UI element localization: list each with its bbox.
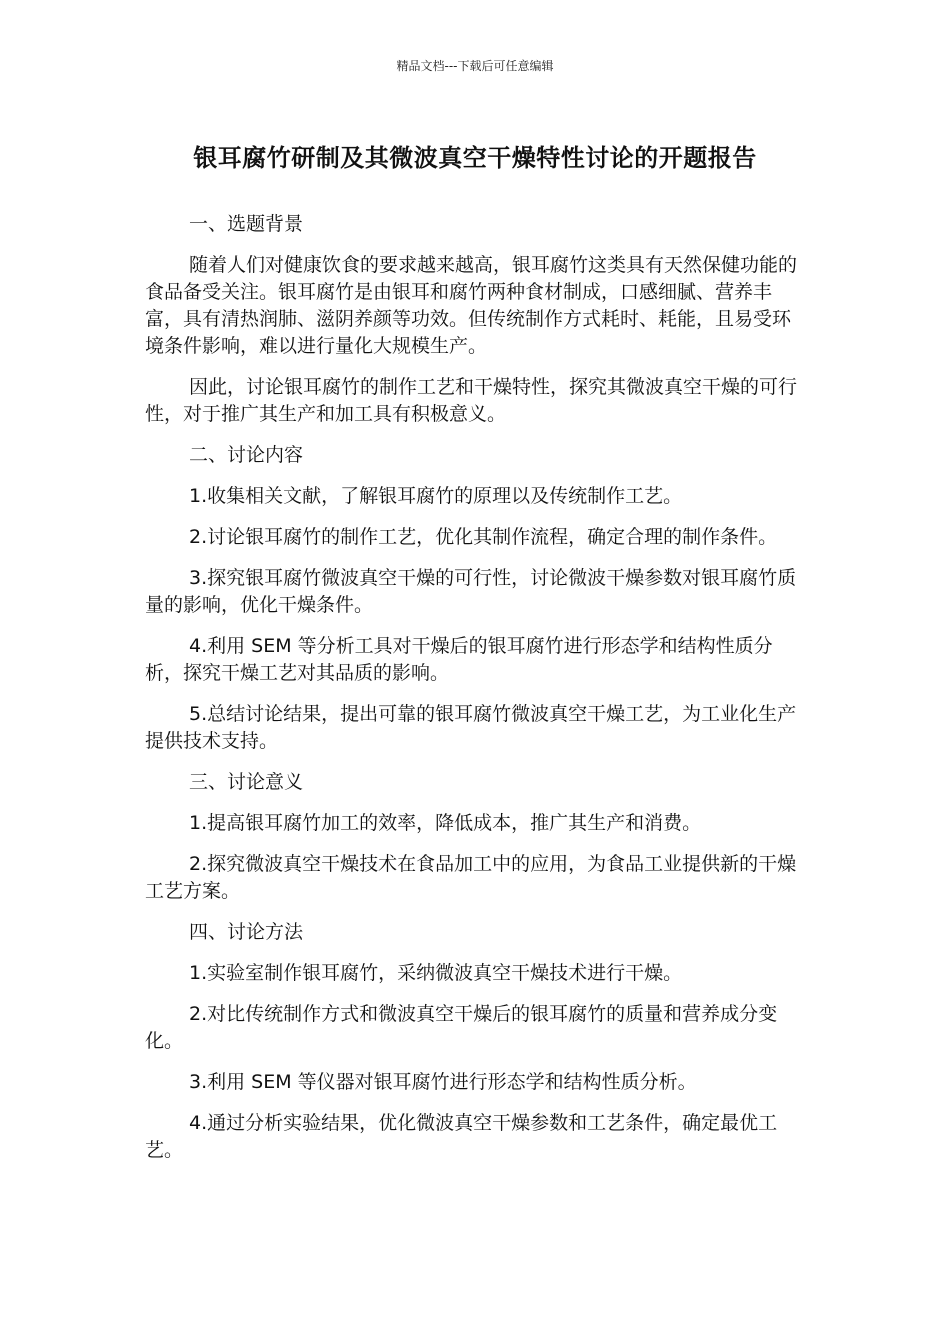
- section-heading-methods: 四、讨论方法: [189, 921, 304, 943]
- document-title: 银耳腐竹研制及其微波真空干燥特性讨论的开题报告: [193, 144, 757, 172]
- list-item: 1.提高银耳腐竹加工的效率，降低成本，推广其生产和消费。: [189, 812, 702, 834]
- section-heading-significance: 三、讨论意义: [189, 771, 304, 793]
- paragraph: 因此，讨论银耳腐竹的制作工艺和干燥特性，探究其微波真空干燥的可行性，对于推广其生产和加工具有积极意义。: [145, 376, 798, 425]
- list-item: 3.利用 SEM 等仪器对银耳腐竹进行形态学和结构性质分析。: [189, 1071, 697, 1093]
- list-item: 4.通过分析实验结果，优化微波真空干燥参数和工艺条件，确定最优工艺。: [145, 1112, 778, 1161]
- list-item: 5.总结讨论结果，提出可靠的银耳腐竹微波真空干燥工艺，为工业化生产提供技术支持。: [145, 703, 797, 752]
- paragraph: 随着人们对健康饮食的要求越来越高，银耳腐竹这类具有天然保健功能的食品备受关注。银耳腐竹是由银耳和腐竹两种食材制成，口感细腻、营养丰富，具有清热润肺、滋阴养颜等功效。但传统制作方式耗时、耗能，且易受环境条件影响，难以进行量化大规模生产。: [145, 254, 798, 357]
- section-heading-content: 二、讨论内容: [189, 444, 304, 466]
- list-item: 2.对比传统制作方式和微波真空干燥后的银耳腐竹的质量和营养成分变化。: [145, 1003, 778, 1052]
- list-item: 2.探究微波真空干燥技术在食品加工中的应用，为食品工业提供新的干燥工艺方案。: [145, 853, 797, 902]
- list-item: 4.利用 SEM 等分析工具对干燥后的银耳腐竹进行形态学和结构性质分析，探究干燥工艺对其品质的影响。: [145, 635, 773, 684]
- list-item: 2.讨论银耳腐竹的制作工艺，优化其制作流程，确定合理的制作条件。: [189, 526, 778, 548]
- document-body: [145, 211, 805, 1178]
- list-item: 3.探究银耳腐竹微波真空干燥的可行性，讨论微波干燥参数对银耳腐竹质量的影响，优化干燥条件。: [145, 567, 797, 616]
- list-item: 1.收集相关文献，了解银耳腐竹的原理以及传统制作工艺。: [189, 485, 683, 507]
- header-note: 精品文档---下载后可任意编辑: [396, 59, 554, 73]
- section-heading-background: 一、选题背景: [189, 213, 304, 235]
- list-item: 1.实验室制作银耳腐竹，采纳微波真空干燥技术进行干燥。: [189, 962, 683, 984]
